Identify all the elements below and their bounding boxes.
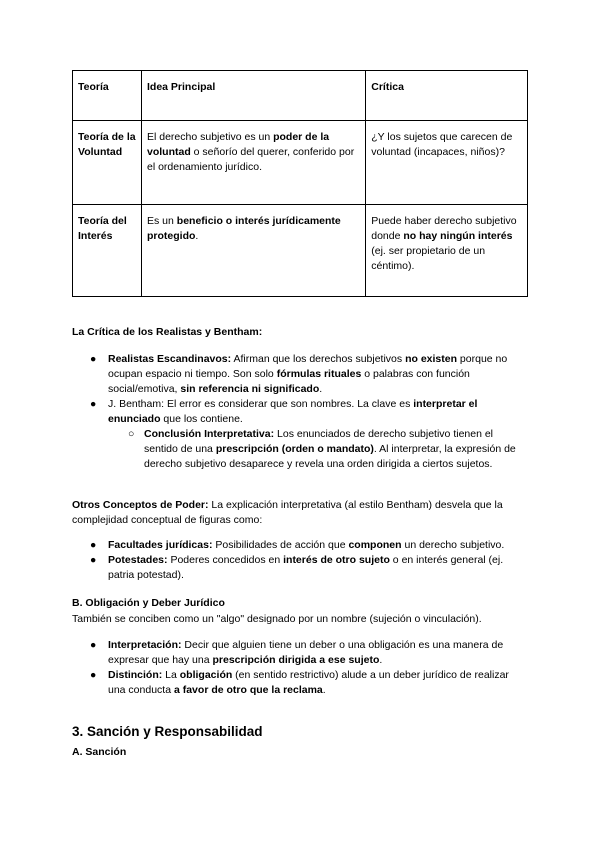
list-item: ● Potestades: Poderes concedidos en interés de otro sujeto o en interés general (ej. patria potestad).: [90, 554, 504, 581]
row-theory-name: Teoría de la Voluntad: [78, 131, 136, 158]
hollow-bullet-icon: ○: [128, 428, 135, 440]
bullet-icon: ●: [90, 554, 97, 566]
bullet-icon: ●: [90, 539, 97, 551]
sub-list: [108, 427, 528, 472]
list-item: ● Facultades jurídicas: Posibilidades de acción que componen un derecho subjetivo.: [90, 539, 505, 551]
row-idea: El derecho subjetivo es un poder de la voluntad o señorío del querer, conferido por el ordenamiento jurídico.: [147, 131, 355, 173]
realistas-list: [72, 352, 528, 472]
realistas-title: La Crítica de los Realistas y Bentham:: [72, 326, 263, 338]
header-theory: Teoría: [78, 81, 109, 93]
table-row: [73, 205, 528, 297]
table-row: [73, 121, 528, 205]
obligacion-list: [72, 638, 528, 698]
header-idea: Idea Principal: [147, 81, 216, 93]
sub-list-item: ○ Conclusión Interpretativa: Los enunciados de derecho subjetivo tienen el sentido de una prescripción (orden o mandato). Al interpretar, la expresión de derecho subjetivo desaparece y revela una orden dirigida a ciertos sujetos.: [128, 428, 516, 470]
bullet-icon: ●: [90, 639, 97, 651]
obligacion-intro: También se conciben como un "algo" designado por un nombre (sujeción o vinculación).: [72, 613, 482, 625]
bullet-icon: ●: [90, 669, 97, 681]
row-idea: Es un beneficio o interés jurídicamente protegido.: [147, 215, 341, 242]
list-item: ● J. Bentham: El error es considerar que son nombres. La clave es interpretar el enunciado que los contiene. ○ Conclusión Interpretativa: Los enunciados de derecho subjetivo tienen el sentido de una prescripción (orden o mandato). Al interpretar, la expresión de derecho subjetivo desaparece y revela una orden dirigida a ciertos sujetos.: [72, 397, 528, 472]
bullet-icon: ●: [90, 353, 97, 365]
table-header-row: [73, 71, 528, 121]
list-item: ● Interpretación: Decir que alguien tiene un deber o una obligación es una manera de expresar que hay una prescripción dirigida a ese sujeto.: [90, 639, 504, 666]
otros-intro: Otros Conceptos de Poder: La explicación interpretativa (al estilo Bentham) desvela que la complejidad conceptual de figuras como:: [72, 499, 503, 526]
theory-table: [72, 70, 528, 297]
bullet-icon: ●: [90, 398, 97, 410]
subsection-heading: A. Sanción: [72, 746, 127, 758]
list-item: ● Distinción: La obligación (en sentido restrictivo) alude a un deber jurídico de realizar una conducta a favor de otro que la reclama.: [90, 669, 509, 696]
row-critique: ¿Y los sujetos que carecen de voluntad (incapaces, niños)?: [371, 131, 513, 158]
row-critique: Puede haber derecho subjetivo donde no hay ningún interés (ej. ser propietario de un céntimo).: [371, 215, 517, 272]
section-heading: 3. Sanción y Responsabilidad: [72, 724, 263, 739]
otros-list: [72, 538, 528, 583]
obligacion-title: B. Obligación y Deber Jurídico: [72, 597, 225, 609]
row-theory-name: Teoría del Interés: [78, 215, 127, 242]
list-item: ● Realistas Escandinavos: Afirman que los derechos subjetivos no existen porque no ocupan espacio ni tiempo. Son solo fórmulas rituales o palabras con función social/emotiva, sin referencia ni significado.: [90, 353, 508, 395]
header-critique: Crítica: [371, 81, 404, 93]
